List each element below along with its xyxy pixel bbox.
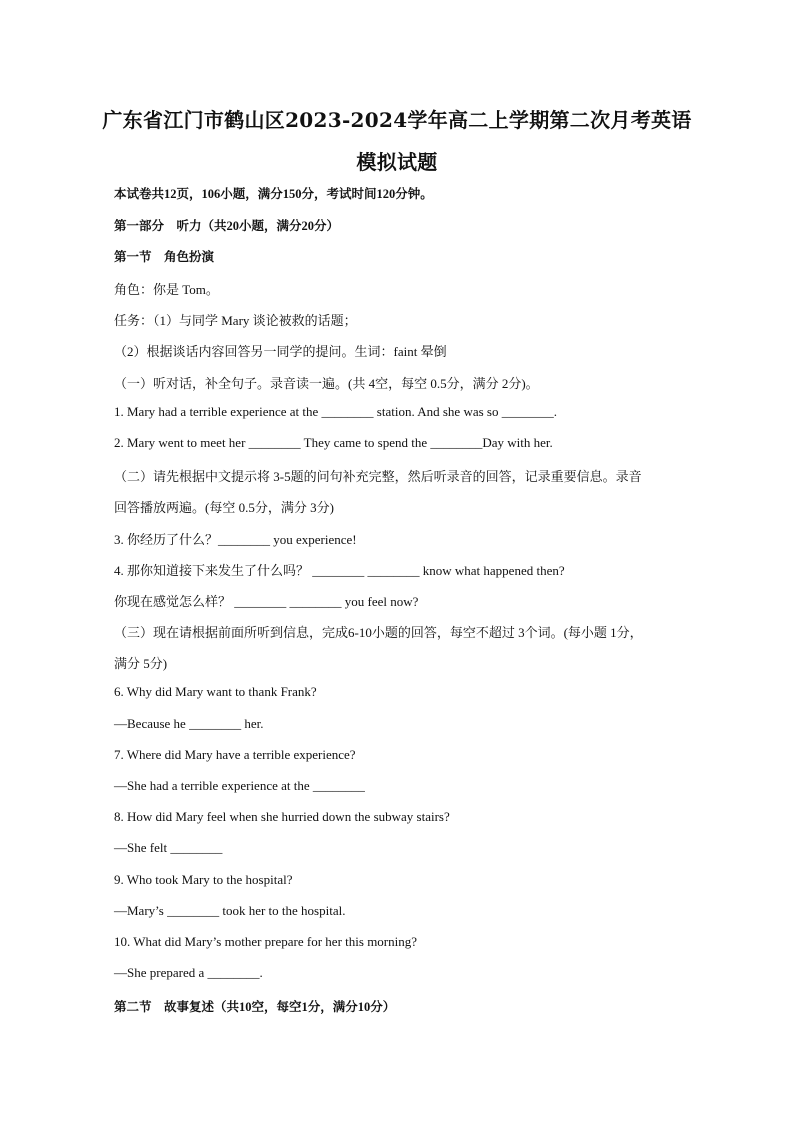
question-line: 你现在感觉怎么样？ ________ ________ you feel now? xyxy=(114,594,419,609)
answer-line: —She prepared a ________. xyxy=(114,965,263,980)
document-title: 广东省江门市鹤山区2023-2024学年高二上学期第二次月考英语 xyxy=(102,108,692,132)
question-line: 3. 你经历了什么？________ you experience! xyxy=(114,532,357,547)
question-line: 1. Mary had a terrible experience at the ________ station. And she was so ________. xyxy=(114,404,557,419)
section-heading: 第一节 角色扮演 xyxy=(114,250,215,264)
task-text: （2）根据谈话内容回答另一同学的提问。生词：faint 晕倒 xyxy=(114,344,447,359)
part-heading: 第一部分 听力（共20小题，满分20分） xyxy=(114,219,340,233)
exam-info: 本试卷共12页，106小题，满分150分，考试时间120分钟。 xyxy=(114,187,433,201)
document-subtitle: 模拟试题 xyxy=(356,150,438,174)
role-text: 角色：你是 Tom。 xyxy=(114,282,219,297)
instruction-text: 满分 5分) xyxy=(114,656,168,671)
task-text: 任务：（1）与同学 Mary 谈论被救的话题； xyxy=(114,313,357,328)
instruction-text: （三）现在请根据前面所听到信息，完成6-10小题的回答，每空不超过 3个词。(每小题 1分， xyxy=(114,625,643,640)
question-line: 4. 那你知道接下来发生了什么吗？ ________ ________ know what happened then? xyxy=(114,563,565,578)
answer-line: —She felt ________ xyxy=(114,840,223,855)
question-line: 2. Mary went to meet her ________ They came to spend the ________Day with her. xyxy=(114,435,553,450)
question-line: 9. Who took Mary to the hospital? xyxy=(114,872,293,887)
answer-line: —Mary’s ________ took her to the hospital. xyxy=(114,903,346,918)
answer-line: —Because he ________ her. xyxy=(114,716,264,731)
question-line: 8. How did Mary feel when she hurried down the subway stairs? xyxy=(114,809,450,824)
instruction-text: （一）听对话，补全句子。录音读一遍。(共 4空，每空 0.5分，满分 2分)。 xyxy=(114,376,539,391)
question-line: 6. Why did Mary want to thank Frank? xyxy=(114,684,317,699)
instruction-text: 回答播放两遍。(每空 0.5分，满分 3分) xyxy=(114,500,334,515)
question-line: 7. Where did Mary have a terrible experience? xyxy=(114,747,356,762)
instruction-text: （二）请先根据中文提示将 3-5题的问句补充完整，然后听录音的回答，记录重要信息。录音 xyxy=(114,469,642,484)
question-line: 10. What did Mary’s mother prepare for her this morning? xyxy=(114,934,418,949)
answer-line: —She had a terrible experience at the ________ xyxy=(114,778,365,793)
section-heading: 第二节 故事复述（共10空，每空1分，满分10分） xyxy=(114,1000,396,1014)
